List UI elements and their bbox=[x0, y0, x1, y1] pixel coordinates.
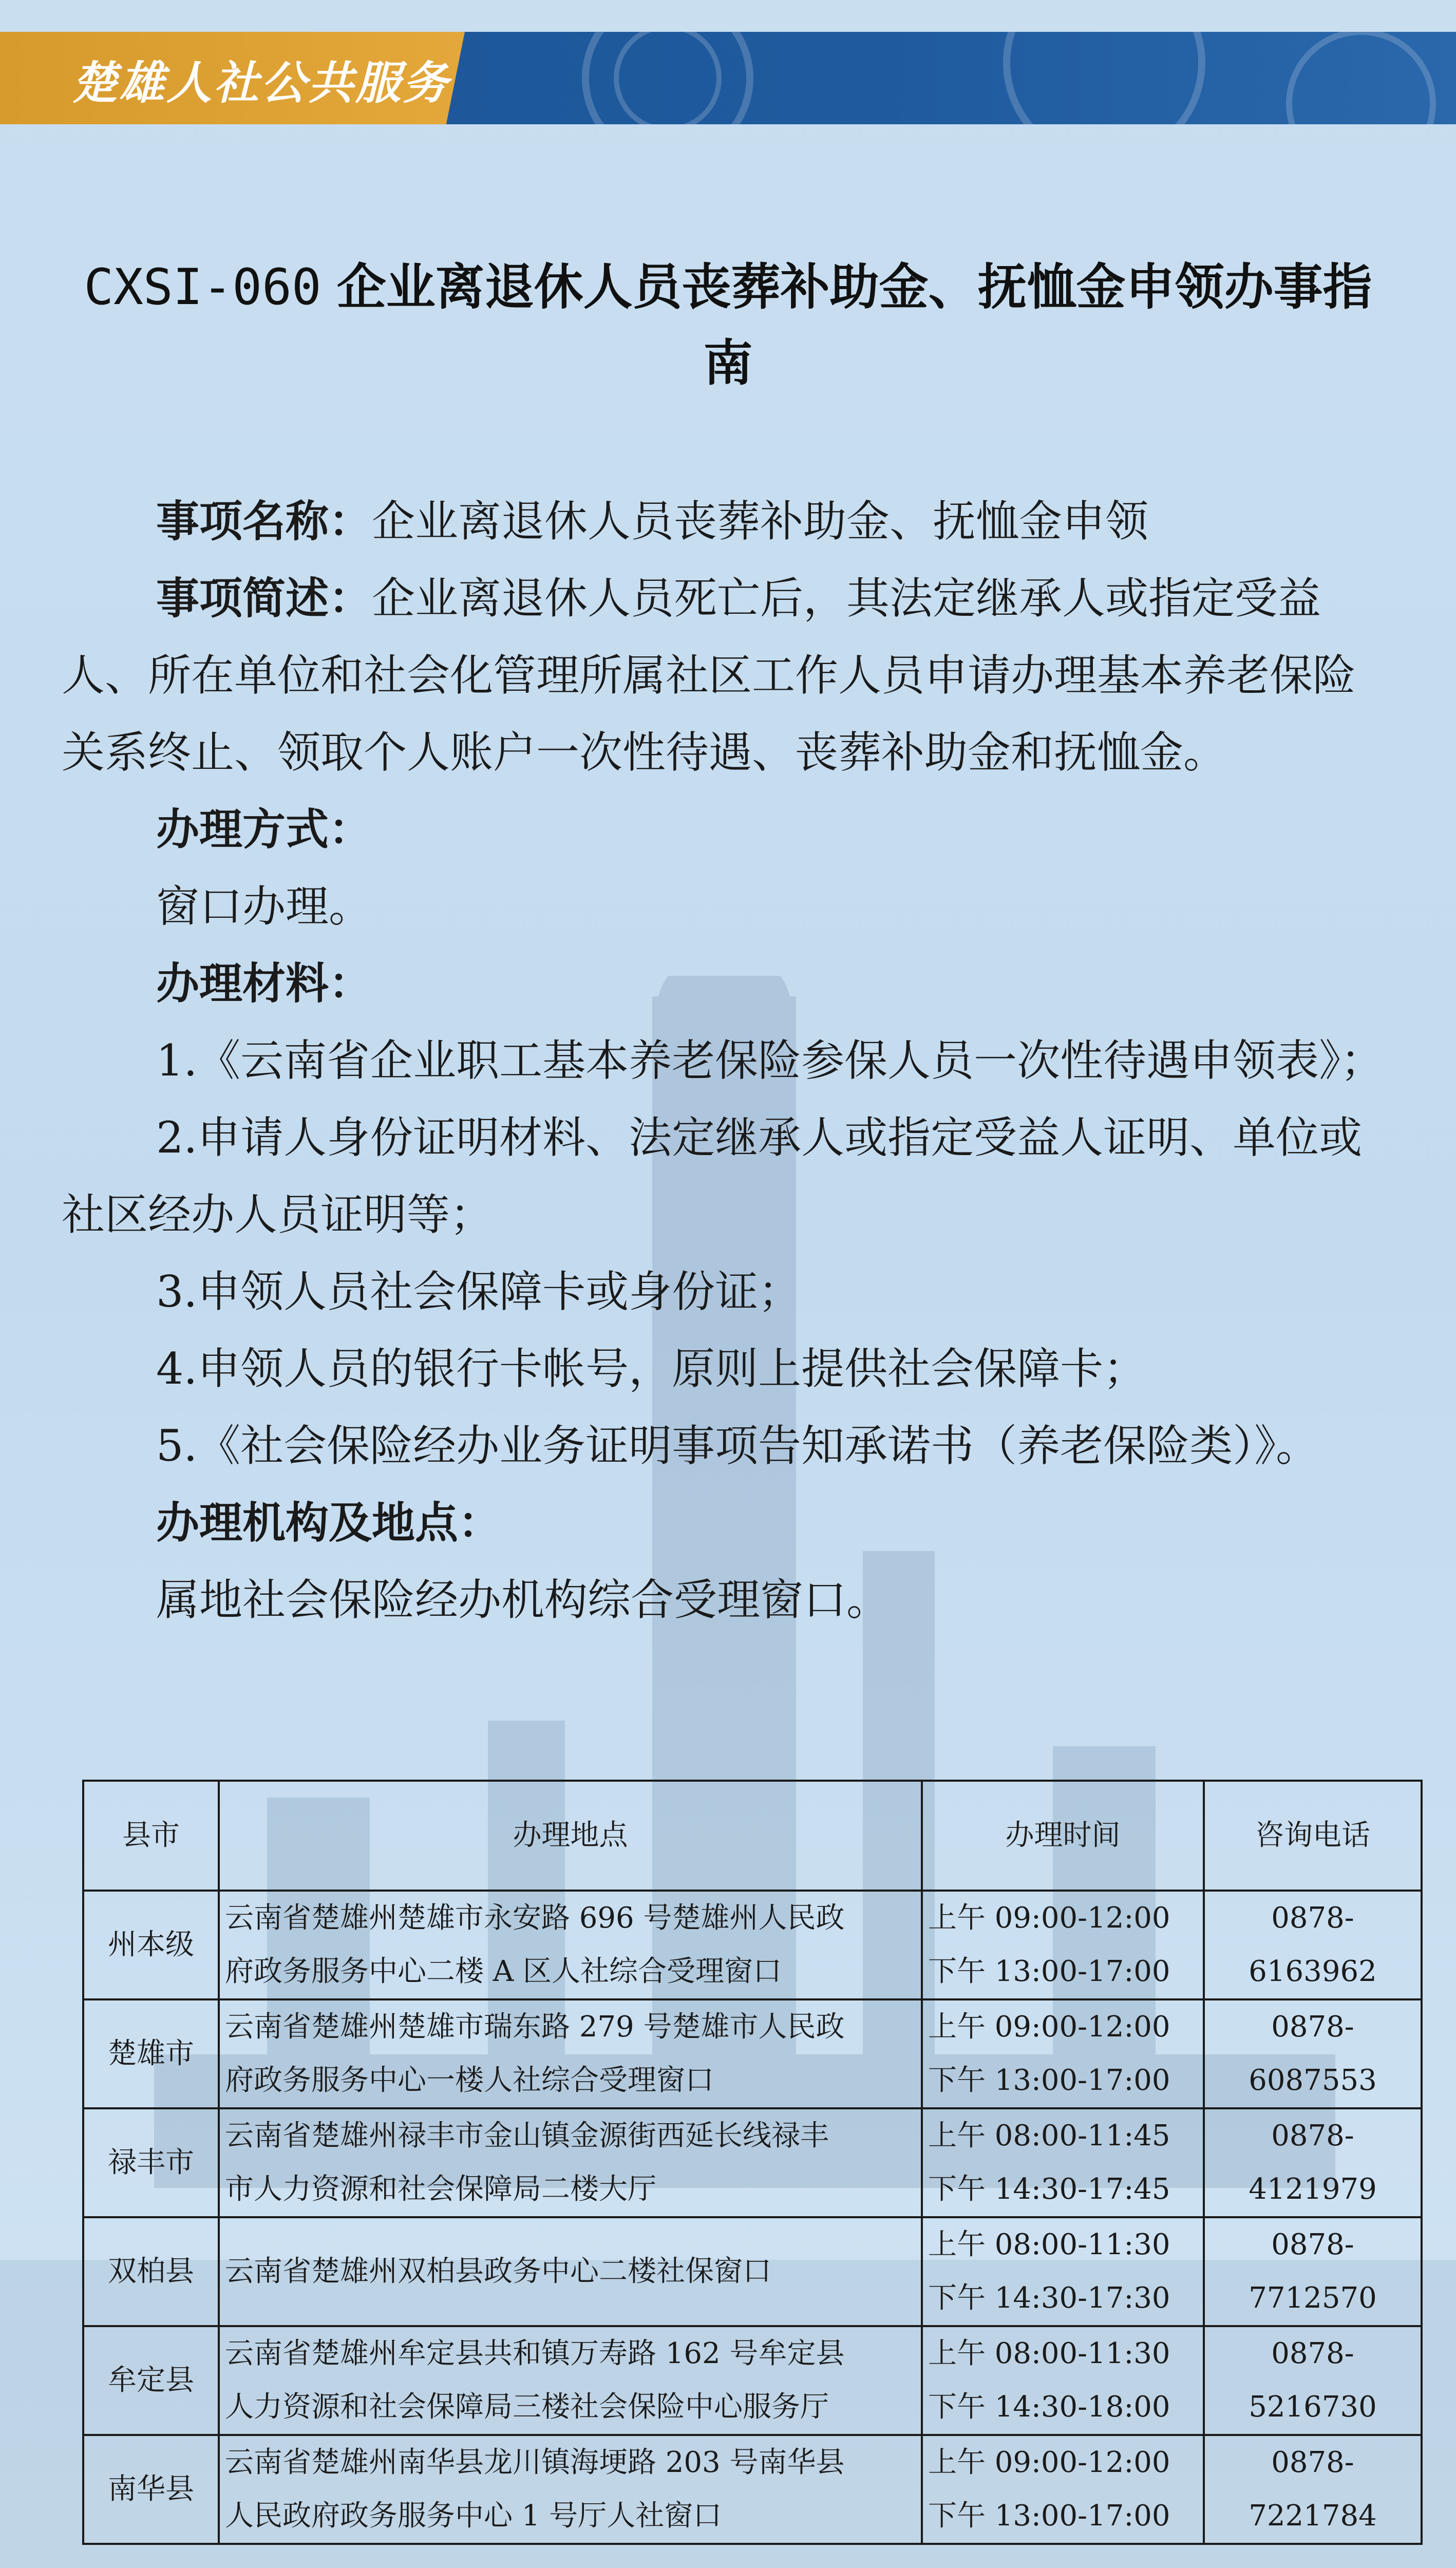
header-brand-text: 楚雄人社公共服务 bbox=[72, 56, 450, 109]
table-row bbox=[83, 2435, 1422, 2544]
county-cell: 南华县 bbox=[83, 2435, 219, 2544]
item-name-value: 企业离退休人员丧葬补助金、抚恤金申领 bbox=[372, 496, 1149, 546]
morning-hours: 上午 08:00-11:45 bbox=[928, 2119, 1170, 2152]
office-table bbox=[82, 1780, 1423, 2545]
item-name-line bbox=[62, 483, 1397, 560]
county-cell: 楚雄市 bbox=[83, 1999, 219, 2108]
item-name-label: 事项名称： bbox=[156, 496, 372, 546]
address-cell bbox=[219, 2435, 922, 2544]
phone-cell: 0878-4121979 bbox=[1204, 2108, 1422, 2217]
morning-hours: 上午 08:00-11:30 bbox=[928, 2228, 1170, 2261]
county-cell: 州本级 bbox=[83, 1891, 219, 1999]
morning-hours: 上午 08:00-11:30 bbox=[928, 2337, 1170, 2370]
phone-cell: 0878-5216730 bbox=[1204, 2326, 1422, 2435]
header-phone: 咨询电话 bbox=[1204, 1781, 1422, 1891]
material-item: 4.申领人员的银行卡帐号，原则上提供社会保障卡； bbox=[156, 1344, 1147, 1394]
table-row bbox=[83, 2217, 1422, 2326]
morning-hours: 上午 09:00-12:00 bbox=[928, 1901, 1170, 1935]
table-row bbox=[83, 2108, 1422, 2217]
address-line: 云南省楚雄州双柏县政务中心二楼社保窗口 bbox=[225, 2255, 771, 2288]
hours-cell bbox=[922, 2435, 1204, 2544]
hours-cell bbox=[922, 2108, 1204, 2217]
address-line: 人民政府政务服务中心 1 号厅人社窗口 bbox=[225, 2499, 722, 2533]
hours-cell bbox=[922, 2326, 1204, 2435]
description-label: 事项简述： bbox=[156, 573, 372, 624]
morning-hours: 上午 09:00-12:00 bbox=[928, 2446, 1170, 2479]
table-header-row bbox=[83, 1781, 1422, 1891]
office-table-wrap bbox=[82, 1780, 1377, 2545]
description-value: 企业离退休人员死亡后，其法定继承人或指定受益人、所在单位和社会化管理所属社区工作人员申请办理基本养老保险关系终止、领取个人账户一次性待遇、丧葬补助金和抚恤金。 bbox=[62, 573, 1356, 778]
address-line: 云南省楚雄州南华县龙川镇海埂路 203 号南华县 bbox=[225, 2446, 845, 2479]
afternoon-hours: 下午 14:30-17:45 bbox=[928, 2173, 1170, 2206]
county-cell: 禄丰市 bbox=[83, 2108, 219, 2217]
materials-label-line bbox=[62, 945, 1397, 1022]
material-item: 1.《云南省企业职工基本养老保险参保人员一次性待遇申领表》； bbox=[156, 1035, 1384, 1086]
phone-cell: 0878-7712570 bbox=[1204, 2217, 1422, 2326]
address-line: 云南省楚雄州牟定县共和镇万寿路 162 号牟定县 bbox=[225, 2337, 845, 2370]
address-cell bbox=[219, 1891, 922, 1999]
address-cell bbox=[219, 2326, 922, 2435]
address-line: 市人力资源和社会保障局二楼大厅 bbox=[225, 2173, 656, 2206]
phone-cell: 0878-6163962 bbox=[1204, 1891, 1422, 1999]
location-label: 办理机构及地点： bbox=[156, 1498, 502, 1548]
guide-body bbox=[62, 483, 1397, 1638]
hours-cell bbox=[922, 2217, 1204, 2326]
phone-cell: 0878-6087553 bbox=[1204, 1999, 1422, 2108]
hours-cell bbox=[922, 1891, 1204, 1999]
header-county: 县市 bbox=[83, 1781, 219, 1891]
afternoon-hours: 下午 13:00-17:00 bbox=[928, 2064, 1170, 2097]
method-label-line bbox=[62, 791, 1397, 868]
address-cell bbox=[219, 2217, 922, 2326]
material-item: 2.申请人身份证明材料、法定继承人或指定受益人证明、单位或社区经办人员证明等； bbox=[62, 1112, 1363, 1240]
afternoon-hours: 下午 14:30-18:00 bbox=[928, 2390, 1170, 2424]
county-cell: 双柏县 bbox=[83, 2217, 219, 2326]
description-line bbox=[62, 560, 1397, 791]
county-cell: 牟定县 bbox=[83, 2326, 219, 2435]
address-line: 府政务服务中心二楼 A 区人社综合受理窗口 bbox=[225, 1955, 782, 1988]
material-item: 3.申领人员社会保障卡或身份证； bbox=[156, 1267, 802, 1317]
page-title bbox=[67, 249, 1389, 401]
title-text: 企业离退休人员丧葬补助金、抚恤金申领办事指南 bbox=[336, 258, 1372, 392]
material-item: 5.《社会保险经办业务证明事项告知承诺书（养老保险类）》。 bbox=[156, 1421, 1319, 1471]
hours-cell bbox=[922, 1999, 1204, 2108]
address-line: 府政务服务中心一楼人社综合受理窗口 bbox=[225, 2064, 714, 2097]
afternoon-hours: 下午 14:30-17:30 bbox=[928, 2281, 1170, 2315]
morning-hours: 上午 09:00-12:00 bbox=[928, 2010, 1170, 2044]
materials-label: 办理材料： bbox=[156, 958, 372, 1009]
afternoon-hours: 下午 13:00-17:00 bbox=[928, 2499, 1170, 2533]
address-cell bbox=[219, 2108, 922, 2217]
title-code: CXSI-060 bbox=[84, 258, 322, 316]
address-line: 人力资源和社会保障局三楼社会保险中心服务厅 bbox=[225, 2390, 829, 2424]
address-line: 云南省楚雄州楚雄市永安路 696 号楚雄州人民政 bbox=[225, 1901, 845, 1935]
table-row bbox=[83, 1999, 1422, 2108]
header-hours: 办理时间 bbox=[922, 1781, 1204, 1891]
header-address: 办理地点 bbox=[219, 1781, 922, 1891]
table-row bbox=[83, 1891, 1422, 1999]
address-line: 云南省楚雄州楚雄市瑞东路 279 号楚雄市人民政 bbox=[225, 2010, 845, 2044]
address-line: 云南省楚雄州禄丰市金山镇金源街西延长线禄丰 bbox=[225, 2119, 829, 2152]
location-label-line bbox=[62, 1484, 1397, 1561]
address-cell bbox=[219, 1999, 922, 2108]
method-value: 窗口办理。 bbox=[156, 881, 372, 932]
table-row bbox=[83, 2326, 1422, 2435]
header-pattern bbox=[462, 32, 1456, 124]
afternoon-hours: 下午 13:00-17:00 bbox=[928, 1955, 1170, 1988]
location-value: 属地社会保险经办机构综合受理窗口。 bbox=[156, 1575, 890, 1625]
method-label: 办理方式： bbox=[156, 804, 372, 855]
phone-cell: 0878-7221784 bbox=[1204, 2435, 1422, 2544]
